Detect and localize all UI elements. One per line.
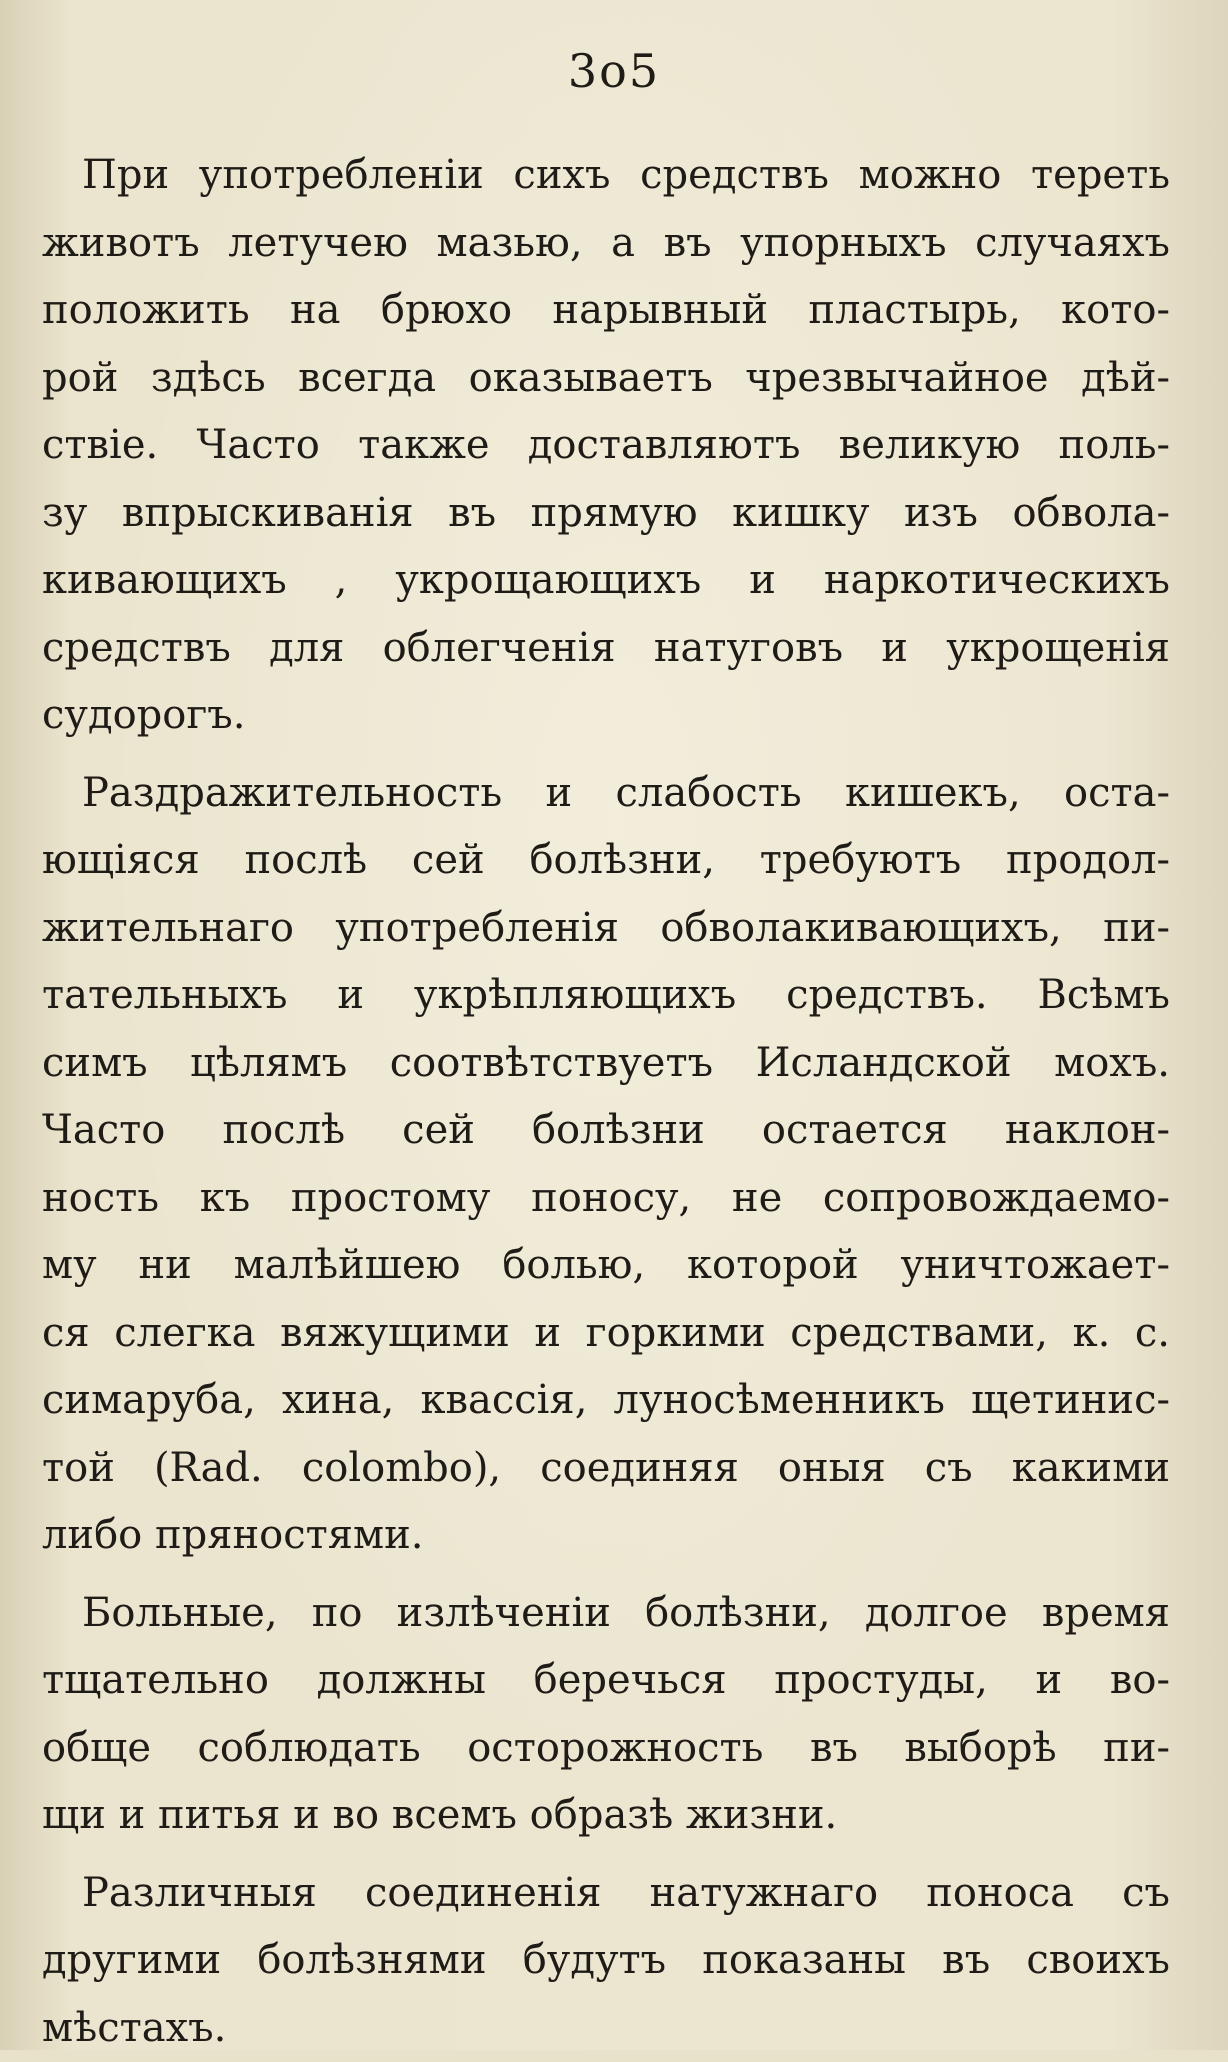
paragraph-4 [42,1860,1170,2062]
text-line: Раздражительность и слабость кишекъ, оста- [42,760,1170,828]
text-line: ность къ простому поносу, не сопровождаемо- [42,1165,1170,1233]
text-line: ющіяся послѣ сей болѣзни, требуютъ продол- [42,827,1170,895]
text-line: положить на брюхо нарывный пластырь, кото- [42,277,1170,345]
text-line: Больные, по излѣченіи болѣзни, долгое время [42,1580,1170,1648]
text-line: му ни малѣйшею болью, которой уничтожает- [42,1232,1170,1300]
text-line: жительнаго употребленія обволакивающихъ, пи- [42,895,1170,963]
paragraph-1 [42,142,1170,750]
text-line: Различныя соединенія натужнаго поноса съ [42,1860,1170,1928]
text-line: тательныхъ и укрѣпляющихъ средствъ. Всѣмъ [42,962,1170,1030]
text-line: мѣстахъ. [42,1995,1170,2062]
paragraph-2 [42,760,1170,1570]
body-text [42,142,1170,2062]
text-line: щи и питья и во всемъ образѣ жизни. [42,1782,1170,1850]
text-line: рой здѣсь всегда оказываетъ чрезвычайное дѣй- [42,345,1170,413]
text-line: зу впрыскиванія въ прямую кишку изъ обвола- [42,480,1170,548]
text-line: ся слегка вяжущими и горкими средствами, к. с. [42,1300,1170,1368]
text-line: либо пряностями. [42,1502,1170,1570]
text-line: симаруба, хина, квассія, луносѣменникъ щетинис- [42,1367,1170,1435]
text-line: кивающихъ , укрощающихъ и наркотическихъ [42,547,1170,615]
text-line: ствіе. Часто также доставляютъ великую поль- [42,412,1170,480]
text-line: судорогъ. [42,682,1170,750]
text-line: При употребленіи сихъ средствъ можно тереть [42,142,1170,210]
text-line: другими болѣзнями будутъ показаны въ своихъ [42,1927,1170,1995]
text-line: Часто послѣ сей болѣзни остается наклон- [42,1097,1170,1165]
text-line: животъ летучею мазью, а въ упорныхъ случаяхъ [42,210,1170,278]
paragraph-3 [42,1580,1170,1850]
text-line: той (Rad. colombo), соединяя оныя съ какими [42,1435,1170,1503]
text-line: симъ цѣлямъ соотвѣтствуетъ Исландской мохъ. [42,1030,1170,1098]
text-line: тщательно должны беречься простуды, и во- [42,1647,1170,1715]
text-line: обще соблюдать осторожность въ выборѣ пи- [42,1715,1170,1783]
text-line: средствъ для облегченія натуговъ и укрощенія [42,615,1170,683]
page-number: 3o5 [0,48,1228,94]
